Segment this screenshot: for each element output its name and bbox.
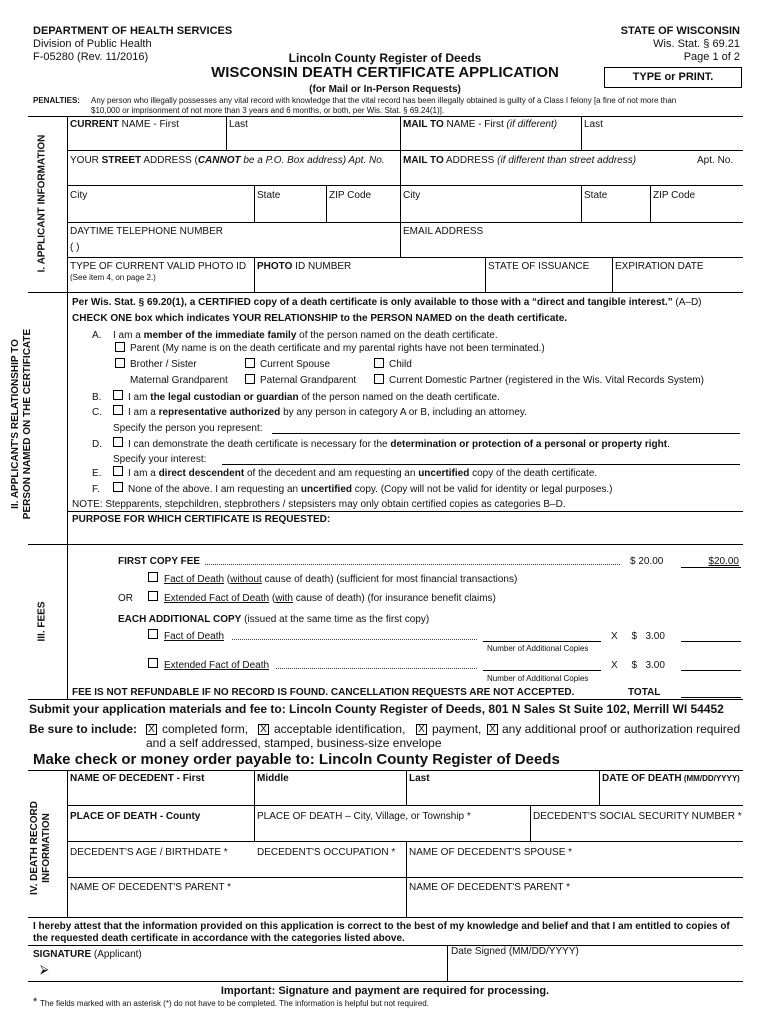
rule [67,292,68,544]
include-payment: payment, [432,722,482,736]
additional-extended-price: X $ 3.00 [611,660,665,671]
asterisk-mark: * [33,996,38,1008]
rule [326,185,327,222]
zip-label: ZIP Code [329,190,372,201]
section2-intro: Per Wis. Stat. § 69.20(1), a CERTIFIED copy of a death certificate is only available to those with a “direct and tangible interest.” (A–D) [72,297,702,308]
rule [67,770,68,917]
option-d-letter: D. [92,439,102,450]
expiration-label: EXPIRATION DATE [615,261,704,272]
decedent-first-input[interactable] [70,788,250,802]
parent-label: Parent (My name is on the death certificate and my parental rights have not been terminated.) [130,343,545,354]
photo-id-number-input[interactable] [257,274,481,288]
payable-to: Make check or money order payable to: Lincoln County Register of Deeds [33,751,560,768]
mail-first-name-input[interactable] [403,133,578,147]
form-number: F-05280 (Rev. 11/2016) [33,51,149,63]
rule [28,116,743,117]
photo-id-type-label: TYPE OF CURRENT VALID PHOTO ID [70,261,247,272]
option-e-checkbox[interactable] [113,466,123,476]
mail-address-input[interactable] [403,168,739,182]
rule [232,639,477,640]
check-one-instruction: CHECK ONE box which indicates YOUR RELATIONSHIP to the PERSON NAMED on the death certificate. [72,313,568,324]
page-number: Page 1 of 2 [683,51,740,63]
mail-address-label: MAIL TO ADDRESS (if different than street address) [403,155,637,166]
spouse-name-label: NAME OF DECEDENT'S SPOUSE * [409,847,573,858]
rule [226,116,227,150]
rule [681,641,741,642]
additional-extended-count-note: Number of Additional Copies [487,674,589,683]
option-f-checkbox[interactable] [113,482,123,492]
rule [28,945,743,946]
photo-id-type-input[interactable] [160,274,250,288]
statute: Wis. Stat. § 69.21 [653,38,740,50]
expiration-input[interactable] [615,274,739,288]
specify-represent-label: Specify the person you represent: [113,423,263,434]
current-last-name-input[interactable] [229,133,397,147]
rule [483,670,601,671]
option-e-letter: E. [92,468,102,479]
mail-zip-label: ZIP Code [653,190,696,201]
rule [28,292,743,293]
brother-sister-label: Brother / Sister [130,359,197,370]
option-a-letter: A. [92,330,102,341]
option-f-text: None of the above. I am requesting an uncertified copy. (Copy will not be valid for identity or legal purposes.) [128,484,613,495]
signature-arrow-icon: ⮚ [40,962,49,976]
mail-last-label: Last [584,119,603,130]
rule [67,257,743,258]
rule [28,544,743,545]
rule [67,511,743,512]
additional-fact-price: X $ 3.00 [611,631,665,642]
first-copy-label: FIRST COPY FEE [118,556,201,567]
or-label: OR [118,593,133,604]
submit-instructions: Submit your application materials and fee to: Lincoln County Register of Deeds, 801 N Sales St Suite 102, Merrill WI 54452 [29,702,724,716]
asterisk-note: The fields marked with an asterisk (*) do not have to be completed. The information is helpful but not required. [40,999,429,1008]
mail-last-name-input[interactable] [584,133,739,147]
option-d-checkbox[interactable] [113,437,123,447]
rule [530,805,531,841]
rule [254,770,255,841]
rule [67,877,743,878]
option-c-text: I am a representative authorized by any person in category A or B, including an attorney. [128,407,527,418]
maternal-grandparent-label: Maternal Grandparent [130,375,228,386]
fact-of-death-checkbox[interactable] [148,572,158,582]
ssn-label: DECEDENT'S SOCIAL SECURITY NUMBER * [533,811,742,822]
parent-checkbox[interactable] [115,342,125,352]
child-checkbox[interactable] [374,358,384,368]
current-spouse-checkbox[interactable] [245,358,255,368]
section3-label: III. FEES [36,601,48,642]
rule [67,150,743,151]
date-of-death-label: DATE OF DEATH (MM/DD/YYYY) [602,773,740,784]
paternal-grandparent-label: Paternal Grandparent [260,375,357,386]
pod-county-label: PLACE OF DEATH - County [70,811,201,822]
email-label: EMAIL ADDRESS [403,226,484,237]
check-payment: X [416,724,427,735]
mail-city-input[interactable] [403,204,578,218]
purpose-label: PURPOSE FOR WHICH CERTIFICATE IS REQUESTED: [72,514,331,525]
rule [205,564,620,565]
decedent-middle-input[interactable] [257,788,402,802]
email-input[interactable] [403,240,739,254]
extended-fact-checkbox[interactable] [148,591,158,601]
include-identification: acceptable identification, [274,722,406,736]
city-label: City [70,190,88,201]
additional-fact-checkbox[interactable] [148,629,158,639]
rule [28,699,743,700]
specify-interest-input[interactable] [222,451,740,464]
signature-label: SIGNATURE (Applicant) [33,949,142,960]
option-d-text: I can demonstrate the death certificate is necessary for the determination or protection of a personal or property right. [128,439,670,450]
decedent-middle-label: Middle [257,773,289,784]
option-e-text: I am a direct descendent of the decedent and am requesting an uncertified copy of the death certificate. [128,468,598,479]
additional-extended-subtotal[interactable] [681,657,741,670]
type-print-box: TYPE or PRINT. [604,67,742,88]
rule [67,841,743,842]
section4-label: IV. DEATH RECORD INFORMATION [29,801,52,895]
rule [581,116,582,150]
street-address-label: YOUR STREET ADDRESS (CANNOT be a P.O. Box address) Apt. No. [70,155,385,166]
decedent-first-label: NAME OF DECEDENT - First [70,773,205,784]
important-notice: Important: Signature and payment are required for processing. [220,985,550,997]
mail-apt-label: Apt. No. [697,155,734,166]
total-label: TOTAL [628,687,661,698]
additional-extended-checkbox[interactable] [148,658,158,668]
rule [67,805,743,806]
additional-fact-count-input[interactable] [483,628,601,641]
state-input[interactable] [257,204,323,218]
rule [681,567,741,568]
form-subtitle: (for Mail or In-Person Requests) [309,84,461,95]
decedent-last-input[interactable] [409,788,595,802]
rule [406,841,407,917]
option-f-letter: F. [92,484,100,495]
include-additional-proof: any additional proof or authorization required [502,722,741,736]
check-completed-form: X [146,724,157,735]
rule [681,697,741,698]
option-b-checkbox[interactable] [113,390,123,400]
rule [222,464,740,465]
current-first-name-input[interactable] [70,133,222,147]
child-label: Child [389,359,412,370]
rule [28,917,743,918]
option-c-checkbox[interactable] [113,405,123,415]
first-copy-fee: $ 20.00 [630,556,664,567]
phone-input[interactable] [130,240,396,254]
signature-input[interactable] [58,963,443,978]
rule [581,185,582,222]
nonrefundable-notice: FEE IS NOT REFUNDABLE IF NO RECORD IS FOUND. CANCELLATION REQUESTS ARE NOT ACCEPTED. [72,687,575,698]
option-a-text: I am a member of the immediate family of the person named on the death certificate. [113,330,498,341]
parent1-label: NAME OF DECEDENT'S PARENT * [70,882,232,893]
rule [681,670,741,671]
photo-id-number-label: PHOTO ID NUMBER [257,261,352,272]
pod-city-label: PLACE OF DEATH – City, Village, or Township * [257,811,471,822]
domestic-partner-label: Current Domestic Partner (registered in the Wis. Vital Records System) [389,375,704,386]
spouse-name-input[interactable] [409,860,740,874]
rule [254,257,255,292]
occupation-input[interactable] [257,860,402,874]
phone-parens: ( ) [70,242,80,253]
domestic-partner-checkbox[interactable] [374,374,384,384]
specify-represent-input[interactable] [272,420,740,433]
pod-city-input[interactable] [257,824,526,838]
option-c-letter: C. [92,407,102,418]
age-birthdate-input[interactable] [70,860,250,874]
mail-city-label: City [403,190,421,201]
brother-sister-checkbox[interactable] [115,358,125,368]
form-title: WISCONSIN DEATH CERTIFICATE APPLICATION [211,64,559,81]
check-identification: X [258,724,269,735]
street-address-input[interactable] [70,168,396,182]
rule [406,770,407,805]
pod-county-input[interactable] [70,824,250,838]
extended-fact-label: Extended Fact of Death (with cause of death) (for insurance benefit claims) [164,593,496,604]
include-envelope: and a self addressed, stamped, business-size envelope [146,736,442,750]
decedent-last-label: Last [409,773,430,784]
rule [28,770,743,771]
rule [400,116,401,257]
rule [28,981,743,982]
penalties-label: PENALTIES: [33,96,80,105]
issuance-input[interactable] [488,274,608,288]
attest-text-2: the requested death certificate in accordance with the categories listed above. [33,933,405,944]
city-input[interactable] [70,204,250,218]
include-list: Be sure to include: [29,722,138,736]
attest-text-1: I hereby attest that the information provided on this application is correct to the best of my knowledge and belief and that I am entitled to copies of [33,921,730,932]
rule [67,544,68,699]
rule [67,222,743,223]
additional-fact-label: Fact of Death [164,631,225,642]
phone-label: DAYTIME TELEPHONE NUMBER [70,226,223,237]
parent2-input[interactable] [409,897,740,911]
issuance-label: STATE OF ISSUANCE [488,261,590,272]
rule [67,185,743,186]
rule [612,257,613,292]
registrar-name: Lincoln County Register of Deeds [288,51,482,65]
division-name: Division of Public Health [33,38,152,50]
rule [272,433,740,434]
mail-state-label: State [584,190,608,201]
specify-interest-label: Specify your interest: [113,454,207,465]
current-last-label: Last [229,119,248,130]
section1-label: I. APPLICANT INFORMATION [36,134,48,273]
penalties-text-1: Any person who illegally possesses any vital record with knowledge that the vital record has been illegally obtained is guilty of a Class I felony [a fine of not more than [91,96,677,105]
mail-to-name-label: MAIL TO NAME - First (if different) [403,119,558,130]
mail-state-input[interactable] [584,204,647,218]
state-name: STATE OF WISCONSIN [620,25,740,37]
additional-extended-label: Extended Fact of Death [164,660,270,671]
date-of-death-input[interactable] [602,788,740,802]
rule [599,770,600,805]
check-additional-proof: X [487,724,498,735]
date-signed-input[interactable] [451,961,740,976]
option-b-letter: B. [92,392,102,403]
first-copy-total: $20.00 [708,556,739,567]
date-signed-label: Date Signed (MM/DD/YYYY) [451,946,579,957]
section2-label: II. APPLICANT'S RELATIONSHIP TO PERSON NAMED ON THE CERTIFICATE [10,328,33,520]
fact-of-death-label: Fact of Death (without cause of death) (sufficient for most financial transactions) [164,574,518,585]
current-spouse-label: Current Spouse [260,359,331,370]
parent2-label: NAME OF DECEDENT'S PARENT * [409,882,571,893]
total-input[interactable] [681,684,741,697]
rule [276,668,477,669]
dept-name: DEPARTMENT OF HEALTH SERVICES [33,25,233,37]
rule [485,257,486,292]
rule [650,185,651,222]
additional-fact-count-note: Number of Additional Copies [487,644,589,653]
occupation-label: DECEDENT'S OCCUPATION * [257,847,396,858]
stepparent-note: NOTE: Stepparents, stepchildren, stepbrothers / stepsisters may only obtain certified copies as categories B–D. [72,499,566,510]
include-completed-form: completed form, [162,722,249,736]
additional-fact-subtotal[interactable] [681,628,741,641]
paternal-grandparent-checkbox[interactable] [245,374,255,384]
rule [447,945,448,981]
state-label: State [257,190,281,201]
purpose-input[interactable] [72,527,740,541]
each-additional-label: EACH ADDITIONAL COPY (issued at the same time as the first copy) [118,614,430,625]
parent1-input[interactable] [70,897,402,911]
rule [483,641,601,642]
zip-input[interactable] [329,204,397,218]
age-birthdate-label: DECEDENT'S AGE / BIRTHDATE * [70,847,228,858]
penalties-text-2: $10,000 or imprisonment of not more than 3 years and 6 months, or both, per Wis. Stat. § 69.24(1)]. [91,106,445,115]
rule [254,185,255,222]
photo-id-note: (See item 4, on page 2.) [70,273,156,282]
ssn-input[interactable] [533,824,740,838]
current-name-label: CURRENT NAME - First [70,119,179,130]
rule [67,116,68,292]
additional-extended-count-input[interactable] [483,657,601,670]
mail-zip-input[interactable] [653,204,739,218]
option-b-text: I am the legal custodian or guardian of the person named on the death certificate. [128,392,500,403]
